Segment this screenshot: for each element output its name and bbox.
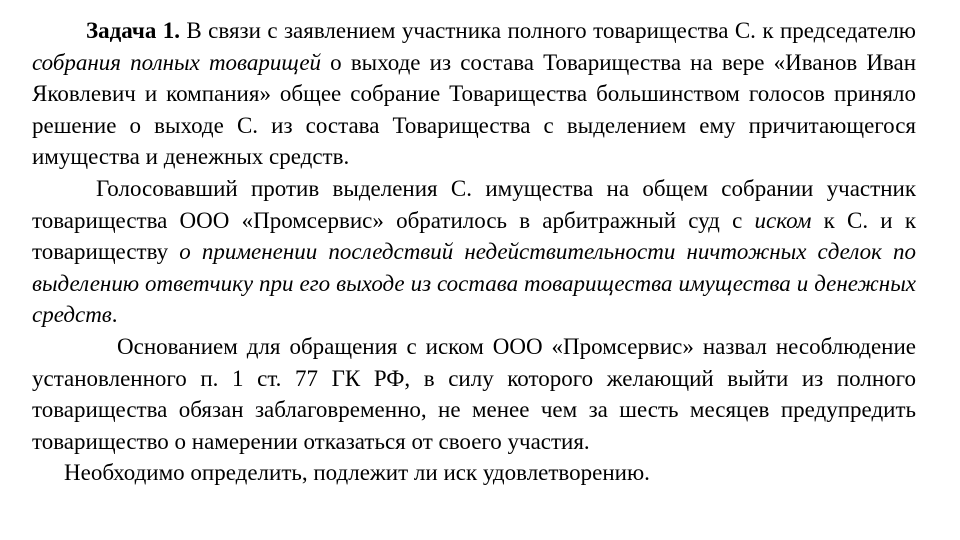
italic-text-run: о применении последствий недействительности ничтожных сделок по выделению ответчику при его выходе из состава товарищества имущества и денежных средств bbox=[32, 239, 916, 328]
paragraph-question bbox=[32, 457, 916, 489]
text-run: . bbox=[111, 302, 118, 328]
text-run: Необходимо определить, подлежит ли иск удовлетворению. bbox=[64, 460, 650, 486]
document-page bbox=[32, 15, 916, 489]
italic-text-run: собрания полных товарищей bbox=[32, 49, 322, 75]
text-run: В связи с заявлением участника полного товарищества С. к председателю bbox=[180, 18, 916, 43]
text-run: к С. и к товариществу bbox=[32, 207, 917, 265]
paragraph-grounds bbox=[32, 331, 916, 457]
italic-text-run: иском bbox=[754, 207, 812, 233]
text-run: Голосовавший против выделения С. имущества на общем собрании участник товарищества ООО «Промсервис» обратилось в арбитражный суд с bbox=[32, 175, 916, 233]
text-run: о выходе из состава Товарищества на вере «Иванов Иван Яковлевич и компания» общее собрание Товарищества большинством голосов приняло решение о выходе С. из состава Товарищества с выделением ему причитающегося имущества и денежных средств. bbox=[32, 49, 917, 170]
text-run: Основанием для обращения с иском ООО «Промсервис» назвал несоблюдение установленного п. 1 ст. 77 ГК РФ, в силу которого желающий выйти из полного товарищества обязан заблаговременно, не менее чем за шесть месяцев предупредить товарищество о намерении отказаться от своего участия. bbox=[32, 333, 916, 454]
paragraph-claim bbox=[32, 173, 916, 331]
task-heading: Задача 1. bbox=[86, 18, 180, 43]
paragraph-task bbox=[32, 15, 916, 173]
